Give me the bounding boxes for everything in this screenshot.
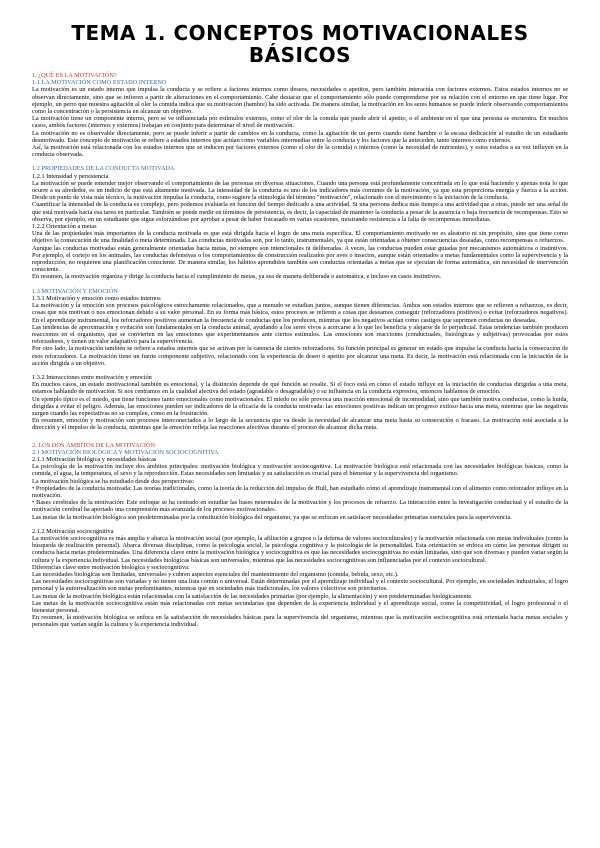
minor-heading: 1.3.2 Interacciones entre motivación y emoción — [32, 373, 152, 381]
subsection-heading: 1.1 LA MOTIVACIÓN COMO ESTADO INTERNO — [32, 79, 167, 87]
paragraph: Diferencias clave entre motivación biológica y sociocognitiva: — [32, 563, 190, 571]
paragraph: Las necesidades biológicas son limitadas, universales y cubren aspectos esenciales del mantenimiento del organismo (comida, bebida, sexo, etc.). — [32, 571, 399, 578]
paragraph: Las necesidades sociocognitivas son variadas y no tienen una lista común o universal. Están determinadas por el aprendizaje individual y el contexto sociocultural. Por ejemplo, en sociedades industriales, el logro personal y la autorrealización son metas predominantes, mientras que en sociedades más tradicionales, los valores colectivos son prioritarios. — [32, 578, 568, 593]
paragraph: Un ejemplo típico es el miedo, que tiene funciones tanto emocionales como motivacionales. El miedo no sólo provoca una reacción emocional de incomodidad, sino que también motiva conductas, como la huida, dirigidas a evitar el peligro. Además, las emociones pueden ser indicadores de la eficacia de la conducta motivada: las emociones positivas indican un progreso exitoso hacia una meta, mientras que las negativas surgen cuando las expectativas no se cumplen, como en la frustración. — [32, 395, 568, 417]
paragraph: La motivación biológica se ha estudiado desde dos perspectivas: — [32, 477, 195, 485]
minor-heading: 1.2.2 Orientación a metas — [32, 223, 97, 231]
paragraph: La motivación sociocognitiva es más amplia y abarca la motivación social (por ejemplo, la afiliación a grupos o la defensa de valores socioculturales) y la motivación relacionada con metas individuales (como la búsqueda de realización personal). Abarca diversas disciplinas, como la psicología social, la psicología cognitiva y la psicología de la personalidad. Esta orientación se enfoca en cómo las personas dirigen su conducta hacia metas predeterminadas. Una diferencia clave entre la motivación biológica y sociocognitiva es que las necesidades sociocognitivas no están limitadas, sino que son diversas y pueden variar según la cultura y la experiencia individual. Las necesidades biológicas básicas son universales, mientras que las necesidades sociocognitivas son influenciadas por el contexto sociocultural. — [32, 534, 568, 564]
minor-heading: 1.2.1 Intensidad y persistencia — [32, 172, 109, 180]
title-line-1: TEMA 1. CONCEPTOS MOTIVACIONALES — [71, 21, 529, 45]
bullet-item: • Propiedades de la conducta motivada: Las teorías tradicionales, como la teoría de la reducción del impulso de Hull, han estudiado cómo el aprendizaje instrumental con el alimento como reforzador influye en la motivación. — [32, 484, 568, 499]
section-2 — [32, 442, 568, 629]
paragraph: Aunque las conductas motivadas están generalmente orientadas hacia metas, no siempre son intencionales ni deliberadas. A veces, las conductas pueden estar guiadas por mecanismos automáticos o instintivos. Por ejemplo, el cortejo en los animales, las conductas defensivas o los comportamientos de construcción realizados por aves o insectos, aunque están orientados a metas fundamentales como la supervivencia y la reproducción, no requieren una planificación consciente. De manera similar, los hábitos aprendidos también son conductas orientadas a metas que se ejecutan de forma automática, sin necesidad de intervención consciente. — [32, 244, 568, 274]
paragraph: La psicología de la motivación incluye dos ámbitos principales: motivación biológica y motivación sociocognitiva. La motivación biológica está relacionada con las necesidades biológicas básicas, como la comida, el agua, la temperatura, el sexo y la reproducción. Estas necesidades son limitadas y su satisfacción es crucial para el bienestar y la supervivencia del organismo. — [32, 463, 568, 478]
paragraph: La motivación se puede entender mejor observando el comportamiento de las personas en diversas situaciones. Cuando una persona está profundamente concentrada en lo que está haciendo y apenas nota lo que ocurre a su alrededor, es un indicio de que está altamente motivada. La intensidad de la conducta es uno de los indicadores más comunes de la motivación, ya que esta proporciona energía y fuerza a la acción. Desde un punto de vista más técnico, la motivación impulsa la conducta, como sugiere la etimología del término "motivación", relacionado con el movimiento o la iniciación de la conducta. — [32, 179, 568, 202]
paragraph: Así, la motivación está relacionada con los estados internos que se inducen por factores externos (como el olor de la comida) o internos (como la necesidad de nutrientes), y estos estados a su vez influyen en la conducta observada. — [32, 144, 568, 159]
paragraph: En resumen, la motivación biológica se enfoca en la satisfacción de necesidades básicas para la supervivencia del organismo, mientras que la motivación sociocognitiva está orientada hacia metas sociales y personales que varían según la cultura y la experiencia individual. — [32, 614, 568, 629]
subsection-heading: 1.2 PROPIEDADES DE LA CONDUCTA MOTIVADA — [32, 165, 175, 173]
minor-heading: 2.1.2 Motivación sociocognitiva — [32, 527, 114, 535]
bullet-item: • Bases cerebrales de la motivación: Este enfoque se ha centrado en estudiar las bases neuronales de la motivación y los procesos de refuerzo. La interacción entre la investigación conductual y el estudio de la motivación cerebral ha aportado una comprensión más avanzada de los procesos motivacionales. — [32, 499, 568, 514]
section-heading: 1. ¿QUÉ ES LA MOTIVACIÓN? — [32, 72, 117, 79]
paragraph: Las metas de la motivación biológica son predeterminadas por la constitución biológica del organismo, ya que se enfocan en satisfacer necesidades primarias esenciales para la supervivencia. — [32, 513, 512, 521]
paragraph: La motivación y la emoción son procesos psicológicos estrechamente relacionados, que a menudo se estudian juntos, aunque tienen diferencias. Ambos son estados internos que se refieren a refuerzos, es decir, cosas que nos motivan o nos emocionan debido a su valor personal. En su forma más básica, estos procesos se refieren a cosas que deseamos conseguir (reforzadores positivos) o evitar (reforzadores negativos). En el aprendizaje instrumental, los reforzadores positivos aumentan la frecuencia de conductas que los producen, mientras que los negativos actúan como castigos que suprimen conductas no deseadas. — [32, 302, 568, 324]
title-line-2: BÁSICOS — [248, 43, 352, 67]
paragraph: La motivación tiene un componente interno, pero se ve influenciada por estímulos externos, como el olor de la comida que puede abrir el apetito, o el ambiente en el que una persona se encuentra. En muchos casos, ambos factores (internos y externos) trabajan en conjunto para determinar el nivel de motivación. — [32, 115, 568, 130]
paragraph: Por otro lado, la motivación también se refiere a estados internos que se activan por la carencia de ciertos reforzadores. Su función principal es generar un estado que impulse la conducta hacia la consecución de esos reforzadores. La motivación tiene un fuerte componente subjetivo, relacionado con la experiencia de deseo o apetito por alcanzar una meta. Es decir, la motivación está relacionada con la iniciación de la acción dirigida a un objetivo. — [32, 345, 568, 367]
paragraph: Cuantificar la intensidad de la conducta es complejo, pero podemos evaluarla en función del tiempo dedicado a una actividad. Si una persona dedica más tiempo a una actividad que a otras, puede ser una señal de que está motivada hacia esa tarea en particular. También se puede medir en términos de persistencia, es decir, la capacidad de mantener la conducta a pesar de la ausencia o baja frecuencia de recompensas. Esto se observa, por ejemplo, en un estudiante que sigue esforzándose por aprobar a pesar de haber fracasado en varias ocasiones, mostrando resistencia a la falta de recompensas inmediatas. — [32, 201, 568, 223]
section-1 — [32, 72, 568, 158]
minor-heading: 1.3.1 Motivación y emoción como estados internos — [32, 294, 161, 302]
paragraph: La motivación no es observable directamente, pero se puede inferir a partir de cambios en la conducta, como la agitación de un perro cuando tiene hambre o la escasa dedicación al estudio de un estudiante desmotivado. Este concepto de motivación se refiere a estados internos que actúan como variables intermedias entre la conducta y los factores que la anteceden, tanto internos como externos. — [32, 129, 568, 144]
paragraph: Una de las propiedades más importantes de la conducta motivada es que está dirigida hacia el logro de una meta específica. El comportamiento motivado no es aleatorio ni sin propósito, sino que tiene como objetivo la consecución de una finalidad o meta determinada. Las conductas motivadas son, por lo tanto, instrumentales, ya que están orientadas a obtener consecuencias deseadas, como recompensas o refuerzos. — [32, 230, 568, 245]
paragraph: Las metas de la motivación biológica están relacionadas con la satisfacción de las necesidades primarias (por ejemplo, la alimentación) y son predeterminadas biológicamente. — [32, 592, 473, 600]
minor-heading: 2.1.1 Motivación biológica y necesidades básicas — [32, 455, 157, 463]
section-heading: 2. LOS DOS ÁMBITOS DE LA MOTIVACIÓN — [32, 441, 156, 449]
paragraph: La motivación es un estado interno que impulsa la conducta y se refiere a factores internos como deseos, necesidades o apetitos, pero también interactúa con factores externos. Estos estados internos no se observan directamente, sino que se infieren a partir de alteraciones en el comportamiento. Cabe destacar que el comportamiento sólo puede comprenderse por su relación con el entorno en que tiene lugar. Por ejemplo, un perro que muestra agitación al oler la comida indica que su motivación (hambre) ha sido activada. De manera similar, la motivación en los seres humanos se puede inferir observando comportamientos como la concentración o la persistencia en alcanzar un objetivo. — [32, 86, 568, 116]
paragraph: En resumen, la motivación organiza y dirige la conducta hacia el cumplimiento de metas, ya sea de manera deliberada o automática, e incluso en casos instintivos. — [32, 273, 442, 281]
document-page — [32, 22, 568, 629]
paragraph: En resumen, emoción y motivación son procesos interconectados a lo largo de la secuencia que va desde la necesidad de alcanzar una meta hasta su consecución o fracaso. La motivación está asociada a la dirección y el impulso de la conducta, mientras que la emoción refleja las reacciones afectivas durante el proceso de alcanzar dicha meta. — [32, 417, 568, 432]
section-1-2 — [32, 165, 568, 280]
section-1-3 — [32, 288, 568, 432]
paragraph: En muchos casos, un estado motivacional también es emocional, y la distinción depende de qué función se resalte. Si el foco está en cómo el estado influye en la iniciación de conductas dirigidas a una meta, estamos hablando de motivación. Si nos centramos en la cualidad afectiva del estado (agradable o desagradable) o su influencia en la conducta expresiva, entonces hablamos de emoción. — [32, 381, 568, 396]
document-title — [32, 22, 568, 66]
paragraph: Las tendencias de aproximación y evitación son fundamentales en la conducta animal, ayudando a los seres vivos a acercarse a lo que les beneficia y alejarse de lo perjudicial. Estas tendencias también producen reacciones en el organismo, que se convierten en las emociones que experimentamos ante ciertos estímulos. Las emociones son reacciones (conductuales, fisiológicas y subjetivas) provocadas por estos reforzadores, y tienen un valor adaptativo para la supervivencia. — [32, 323, 568, 346]
subsection-heading: 1.3 MOTIVACIÓN Y EMOCIÓN — [32, 287, 118, 295]
paragraph: Las metas de la motivación sociocognitiva están más relacionadas con metas secundarias que dependen de la experiencia individual y el aprendizaje social, como la competitividad, el logro profesional o el bienestar personal. — [32, 599, 568, 615]
subsection-heading: 2.1 MOTIVACIÓN BIOLÓGICA Y MOTIVACIÓN SOCIOCOGNITIVA — [32, 448, 219, 456]
